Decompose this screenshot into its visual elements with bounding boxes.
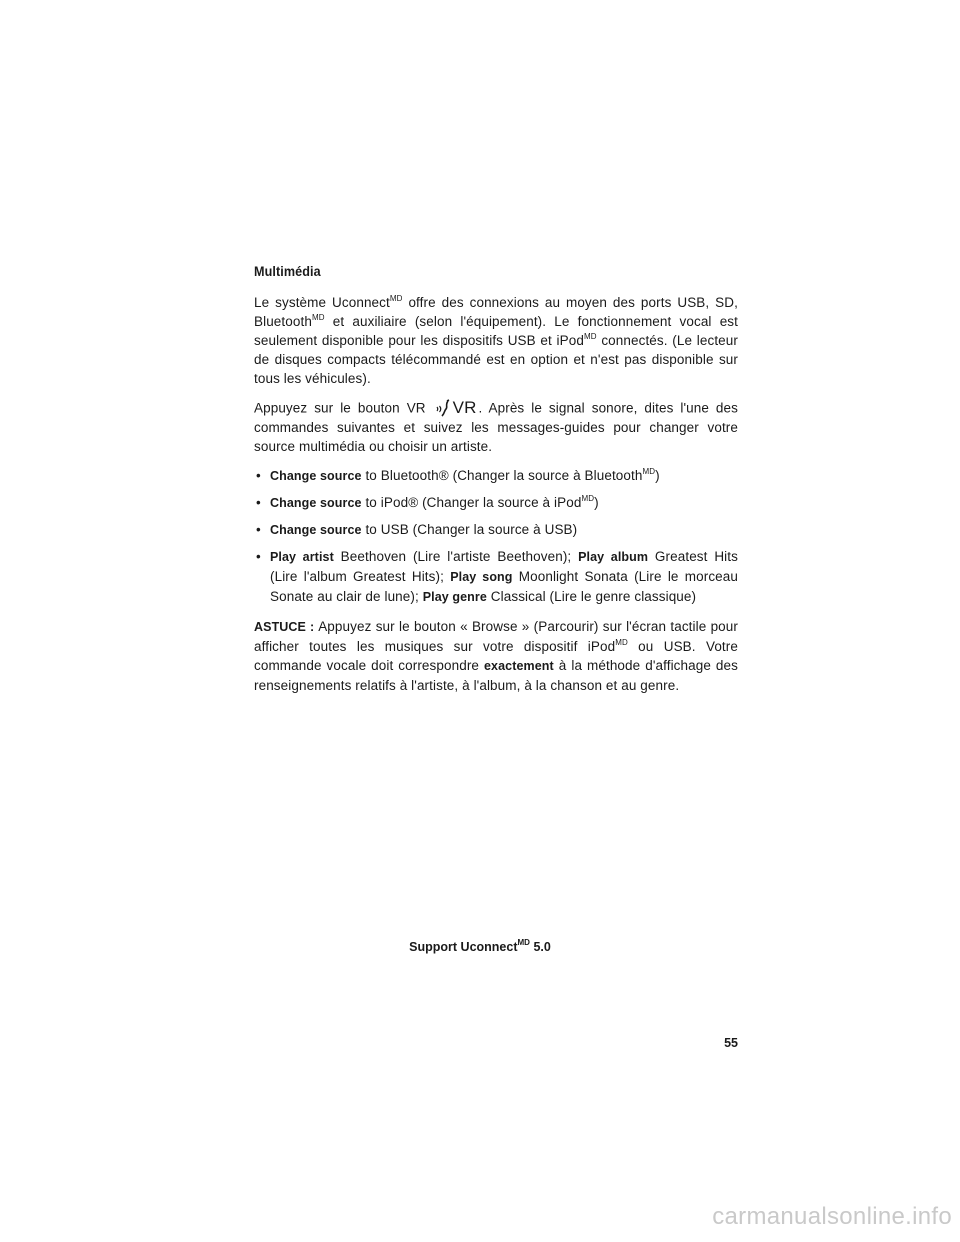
watermark: carmanualsonline.info [712,1203,952,1230]
footer-section-label: Support Uconnect$^{MD}$ 5.0 [409,938,551,954]
content-column [254,262,738,705]
command-list [254,466,738,607]
page-number: 55 [724,1036,738,1050]
list-item: • Play artist Beethoven (Lire l'artiste Beethoven); Play album Greatest Hits (Lire l'album Greatest Hits); Play song Moonlight Sonata (Lire le morceau Sonate au clair de lune); Play genre Classical (Lire le genre classique) [254,547,738,607]
tip-paragraph: ASTUCE : Appuyez sur le bouton « Browse » (Parcourir) sur l'écran tactile pour afficher toutes les musiques sur votre dispositif iPod$^{MD}$ ou USB. Votre commande vocale doit correspondre exactement à la méthode d'affichage des renseignements relatifs à l'artiste, à l'album, à la chanson et au genre. [254,618,738,693]
section-title: Multimédia [254,263,321,279]
intro-paragraph: Le système Uconnect$^{MD}$ offre des connexions au moyen des ports USB, SD, Bluetooth$^{MD}$ et auxiliaire (selon l'équipement). Le fonctionnement vocal est seulement disponible pour les dispositifs USB et iPod$^{MD}$ connectés. (Le lecteur de disques compacts télécommandé est en option et n'est pas disponible sur tous les véhicules). [254,294,738,386]
voice-recognition-icon [435,398,477,417]
instruction-paragraph: Appuyez sur le bouton VR VR . Après le signal sonore, dites l'une des commandes suivantes et suivez les messages-guides pour changer votre source multimédia ou choisir un artiste. [254,398,738,454]
vr-icon-label: VR [452,398,477,417]
list-item: • Change source to iPod® (Changer la source à iPod$^{MD}$) [254,493,738,513]
voice-waves-icon [435,399,451,417]
list-item: • Change source to USB (Changer la source à USB) [254,520,738,540]
tip-label: ASTUCE : [254,619,319,634]
list-item: • Change source to Bluetooth® (Changer la source à Bluetooth$^{MD}$) [254,466,738,486]
